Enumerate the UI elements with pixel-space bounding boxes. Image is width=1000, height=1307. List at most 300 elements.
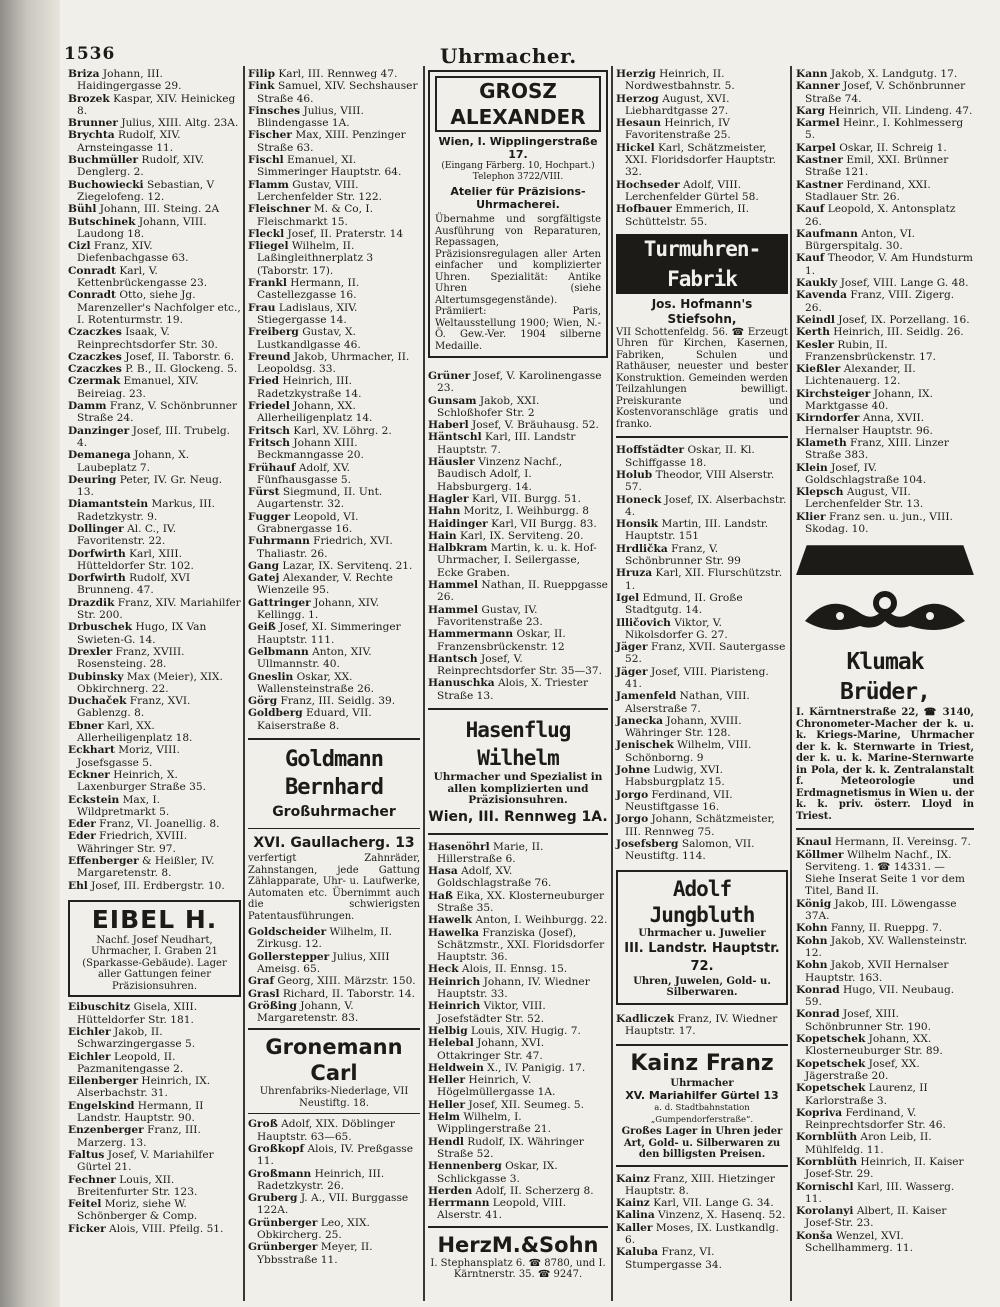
directory-entry [248,1217,420,1242]
entry-name: Klepsch [796,486,844,499]
entry-list [248,68,420,732]
entry-details: Salomon, VII. Neustiftg. 114. [625,837,755,863]
directory-entry [68,744,241,769]
entry-details: Anton, I. Weihburgg. 22. [472,914,608,927]
directory-entry [248,68,420,80]
column-rule [611,66,613,1301]
entry-name: Cizl [68,240,91,253]
directory-entry [796,326,974,338]
entry-name: Freund [248,350,291,363]
directory-entry [796,935,974,960]
entry-details: Alexander, V. Rechte Wienzeile 95. [257,572,393,597]
directory-entry [68,351,241,363]
ad-title: Turmuhren-Fabrik [616,234,788,294]
entry-details: Alois, X. Triester Straße 13. [437,677,589,702]
entry-name: Heldwein [428,1061,484,1074]
entry-details: Anton, XIV. Ullmannstr. 40. [257,645,372,671]
directory-entry [428,1074,608,1099]
entry-name: Kohn [796,922,828,935]
directory-entry [428,677,608,702]
entry-details: Josef, III. Erdbergstr. 10. [87,879,225,892]
entry-name: Kirndorfer [796,412,860,425]
directory-entry [796,142,974,154]
entry-name: Fliegel [248,240,289,253]
directory-entry [248,646,420,671]
entry-name: Keindl [796,313,835,326]
directory-entry [248,988,420,1000]
ad-text: Übernahme und sorgfältigste Ausführung von Reparaturen, Repassagen, Präzisionsregulagen aller Arten einfacher und komplizierter Uhren. Spezialität: Antike Uhren (siehe Altertumsgegenstände). Prämiiert: Paris, Weltausstellung 1900; Wien, N.-Ö. Gew.-Ver. 1904 silberne Medaille. [435,214,601,352]
directory-entry [616,739,788,764]
entry-name: Hoffstädter [616,444,685,457]
directory-entry [616,142,788,179]
directory-entry [616,764,788,789]
entry-details: Rudolf, XIV. Arnsteingasse 11. [77,129,181,154]
entry-name: Hasa [428,865,458,878]
entry-details: Louis, XIV. Hugig. 7. [467,1024,581,1037]
directory-entry [428,493,608,505]
ad-title: Adolf Jungbluth [649,877,755,928]
directory-entry [616,690,788,715]
directory-entry [248,560,420,572]
directory-entry [248,695,420,707]
entry-name: Hawelk [428,914,473,927]
directory-entry [796,68,974,80]
column-2 [248,68,420,1266]
entry-name: Fischer [248,129,292,142]
entry-details: Karl, XII. Flurschützstr. 1. [625,567,783,592]
entry-details: Josef, V. Reinprechtsdorfer Str. 35—37. [437,652,602,678]
entry-name: Kastner [796,178,843,191]
directory-entry [68,880,241,892]
directory-entry [68,572,241,597]
directory-entry [428,1062,608,1074]
entry-details: Rubin, II. Franzensbrückenstr. 17. [805,338,936,363]
entry-details: Louis, XII. Breitenfurter Str. 123. [77,1173,198,1198]
entry-details: Samuel, XIV. Sechshauser Straße 46. [257,80,418,105]
directory-entry [68,498,241,523]
entry-details: Karl, VII. Burgg. 51. [468,492,581,505]
directory-entry [796,339,974,364]
entry-details: Franz, XIV. Mariahilfer Str. 200. [77,596,241,622]
entry-details: M. & Co, I. Fleischmarkt 15. [257,203,373,228]
entry-name: Kainz [616,1197,650,1210]
directory-entry [796,388,974,413]
directory-entry [428,841,608,866]
entry-details: Wilhelm, I. Wipplingerstraße 21. [437,1111,552,1136]
ornament-bar [796,545,974,575]
entry-name: Goldscheider [248,926,327,939]
directory-entry [428,890,608,915]
entry-details: Adolf, VIII. Lerchenfelder Gürtel 58. [625,178,759,203]
entry-name: Bühl [68,203,97,216]
directory-entry [248,1143,420,1168]
entry-details: Adolf, XIX. Döblinger Hauptstr. 63—65. [257,1118,395,1143]
entry-details: August, VII. Lerchenfelder Str. 13. [805,486,924,511]
directory-entry [248,277,420,302]
directory-entry [68,1149,241,1174]
entry-list [616,68,788,228]
entry-name: Görg [248,695,278,708]
ad-text: Uhrenfabriks-Niederlage, VII Neustiftg. 18. [259,1086,409,1109]
entry-name: Hofbauer [616,203,672,216]
directory-entry [68,671,241,696]
entry-details: Leopold, VI. Grabnergasse 16. [257,510,359,535]
entry-details: Heinrich, VII. Lindeng. 47. [825,104,973,117]
directory-entry [616,813,788,838]
entry-name: Flamm [248,178,289,191]
directory-entry [796,277,974,289]
directory-entry [796,412,974,437]
entry-name: Kann [796,68,828,80]
entry-details: Josef, VIII. Lange G. 48. [837,277,969,290]
entry-details: Heinrich, V. Högelmüllergasse 1A. [437,1074,556,1099]
directory-entry [248,400,420,425]
directory-entry [616,617,788,642]
entry-details: Heinrich, X. Laxenburger Straße 35. [77,768,207,794]
entry-name: Eder [68,818,96,831]
entry-details: Ludwig, XVI. Habsburgplatz 15. [625,764,725,789]
entry-details: Anton, VI. Bürgerspitalg. 30. [805,227,916,253]
entry-name: Kaukly [796,277,838,290]
entry-name: Gatej [248,572,280,585]
ad-title: Kainz Franz [630,1050,774,1076]
entry-details: Jakob, Uhrmacher, II. Leopoldsg. 33. [257,350,410,376]
entry-details: Gustav, IV. Favoritenstraße 23. [437,603,543,628]
directory-entry [248,425,420,437]
entry-name: Ebner [68,719,104,732]
directory-entry [616,715,788,740]
entry-name: Haberl [428,419,469,432]
entry-details: Franz, IV. Wiedner Hauptstr. 17. [625,1012,778,1038]
column-1 [68,68,241,1235]
entry-details: Franz sen. u. jun., VIII. Skodag. 10. [805,510,953,535]
directory-entry [68,830,241,855]
entry-name: Fugger [248,510,291,523]
ad-text: Uhrmacher und Spezialist in allen komplizierten und Präzisionsuhren. [433,771,603,807]
entry-details: Alois, VIII. Pfeilg. 51. [105,1222,224,1235]
entry-name: Karmel [796,117,840,130]
directory-entry [248,462,420,487]
entry-details: Johann, VIII. Laudong 18. [77,215,207,240]
entry-name: Jenischek [616,739,674,752]
entry-details: Oskar, XX. Wallensteinstraße 26. [257,670,374,695]
entry-name: Effenberger [68,855,139,867]
directory-entry [616,838,788,863]
entry-details: Johann XIII. Beckmanngasse 20. [257,436,364,462]
entry-details: Otto, siehe Jg. Marenzeller's Nachfolger etc., I. Rotenturmstr. 19. [77,289,241,326]
ad-address: III. Landstr. Hauptstr. 72. [624,940,780,974]
entry-details: Johann, XIV. Kellingg. 1. [257,596,380,622]
entry-details: Karl, XIII. Hütteldorfer Str. 102. [77,547,194,572]
entry-details: Karl, VII. Lange G. 34. [649,1197,774,1210]
entry-details: Rudolf, XIV. Denglerg. 2. [77,154,204,179]
entry-name: Kauf [796,203,825,216]
directory-entry [68,1223,241,1235]
directory-entry [248,511,420,536]
entry-details: Heinrich, III. Radetzkystraße 14. [257,375,362,400]
entry-details: Eika, XX. Klosterneuburger Straße 35. [437,889,605,914]
ad-hasenflug [428,708,608,835]
entry-name: Fried [248,375,280,388]
entry-name: Halbkram [428,542,488,555]
crest-ornament [800,581,970,641]
entry-name: Haidinger [428,517,488,530]
entry-details: Wilhelm, II. Laßingleithnerplatz 3 (Taborstr. 17). [257,240,374,277]
entry-name: Illičovich [616,616,671,629]
entry-name: Goldberg [248,707,303,720]
entry-name: Kalina [616,1209,655,1222]
entry-name: Hendl [428,1135,464,1148]
entry-name: Dorfwirth [68,547,126,560]
entry-details: Josef, XI. Simmeringer Hauptstr. 111. [257,621,401,646]
directory-entry [248,1000,420,1025]
directory-entry [796,511,974,536]
entry-name: Buchmüller [68,154,139,167]
entry-name: Fischl [248,154,284,167]
entry-details: Emil, XXI. Brünner Straße 121. [805,154,949,179]
entry-name: Drbuschek [68,621,133,634]
directory-entry [248,486,420,511]
entry-details: Josef, IX. Alserbachstr. 4. [625,493,787,518]
entry-details: Heinrich, III. Radetzkystr. 26. [257,1167,385,1192]
directory-entry [796,1230,974,1255]
directory-entry [248,572,420,597]
directory-entry [248,203,420,228]
column-3 [428,68,608,1285]
entry-details: Aron Leib, II. Mühlfeldg. 11. [805,1131,932,1156]
directory-entry [616,494,788,519]
directory-entry [428,976,608,1001]
entry-details: Max, XIII. Penzinger Straße 63. [257,129,406,154]
directory-entry [248,1192,420,1217]
directory-entry [616,789,788,814]
directory-entry [796,462,974,487]
directory-entry [616,1013,788,1038]
entry-details: Karl, V. Kettenbrückengasse 23. [77,264,208,290]
directory-entry [248,1241,420,1266]
ad-text: Nachf. Josef Neudhart, Uhrmacher, I. Graben 21 (Sparkasse-Gebäude). Lager aller Gattungen feiner Präzisionsuhren. [82,934,227,992]
entry-details: Theodor, VIII Alserstr. 57. [625,468,775,494]
entry-details: Leopold, II. Pazmanitengasse 2. [77,1050,184,1075]
entry-name: Klein [796,461,828,474]
entry-details: Josef, XX. Jägerstraße 20. [805,1057,920,1082]
directory-entry [796,314,974,326]
entry-details: Franz, XIII. Linzer Straße 383. [805,436,949,462]
entry-details: Adolf, XV. Fünfhausgasse 5. [257,461,352,486]
entry-name: Jorgo [616,813,649,826]
entry-details: Franz, VIII. Zigerg. 26. [805,289,955,314]
directory-entry [428,1099,608,1111]
entry-details: Wenzel, XVI. Schellhammerg. 11. [805,1229,913,1255]
entry-name: Janecka [616,714,663,727]
directory-entry [796,922,974,934]
entry-name: Fink [248,80,275,93]
directory-entry [796,80,974,105]
entry-details: Max (Meier), XIX. Obkirchnerg. 22. [77,670,223,695]
entry-list [68,68,241,892]
entry-list [796,836,974,1254]
directory-entry [796,898,974,923]
entry-name: Klameth [796,436,847,449]
entry-name: Hahn [428,505,461,518]
entry-details: Johann, XVI. Ottakringer Str. 47. [437,1037,545,1062]
entry-name: Gruberg [248,1192,298,1205]
directory-entry [68,695,241,720]
entry-name: Kerth [796,326,830,339]
directory-entry [616,1197,788,1209]
directory-entry [616,117,788,142]
entry-details: Hermann, II. Castellezgasse 16. [257,277,360,302]
entry-name: Groß [248,1118,278,1131]
entry-name: Freiberg [248,326,299,339]
entry-name: Fleischner [248,203,311,216]
entry-details: Julius, XIII. Altg. 23A. [117,117,239,130]
entry-name: Engelskind [68,1099,135,1112]
ad-title: Klumak Brüder, [840,649,930,706]
directory-entry [796,437,974,462]
entry-details: Nathan, II. Rueppgasse 26. [437,579,608,604]
entry-details: Franz, V. Schönbrunner Straße 24. [77,400,238,425]
entry-details: Fanny, II. Rueppg. 7. [827,922,943,935]
entry-name: Hammel [428,603,479,616]
ad-address: XV. Mariahilfer Gürtel 13 [625,1089,779,1103]
entry-details: Theodor, V. Am Hundsturm 1. [805,252,973,277]
directory-entry [68,1100,241,1125]
directory-entry [796,1131,974,1156]
entry-details: Isaak, V. Reinprechtsdorfer Str. 30. [77,326,218,351]
ad-alexander [428,70,608,358]
entry-name: Honeck [616,493,662,506]
entry-name: Dorfwirth [68,572,126,585]
entry-details: P. B., II. Glockeng. 5. [121,363,238,376]
entry-name: Hammermann [428,628,514,641]
entry-name: Jäger [616,665,648,678]
directory-entry [68,646,241,671]
directory-entry [248,154,420,179]
entry-details: Nathan, VIII. Alserstraße 7. [625,690,750,715]
directory-entry [68,720,241,745]
entry-details: Franziska (Josef), Schätzmstr., XXI. Floridsdorfer Hauptstr. 36. [437,926,605,964]
entry-details: Franz, III. Marzerg. 13. [77,1124,201,1149]
entry-name: Kornischl [796,1180,854,1193]
entry-name: Kainz [616,1172,650,1185]
entry-details: Edmund, II. Große Stadtgutg. 14. [625,591,743,617]
directory-entry [248,926,420,951]
entry-details: Johann, IX. Marktgasse 40. [805,387,933,413]
entry-name: Helebal [428,1037,474,1050]
directory-entry [616,641,788,666]
directory-entry [428,653,608,678]
entry-details: Josef, V. Mariahilfer Gürtel 21. [77,1148,214,1174]
entry-name: Kaluba [616,1246,659,1259]
directory-entry [616,68,788,93]
directory-entry [428,395,608,420]
entry-list [68,1001,241,1235]
entry-details: Marie, II. Hillerstraße 6. [437,840,544,865]
ad-subtitle: Uhrmacher u. Juwelier [638,928,766,940]
entry-name: Konrad [796,1008,840,1021]
directory-entry [68,400,241,425]
entry-list [428,841,608,1222]
entry-name: Demanega [68,449,131,462]
directory-entry [428,914,608,926]
entry-name: Conradt [68,264,116,277]
entry-details: Heinrich, II. Kaiser Josef-Str. 29. [805,1156,964,1181]
entry-name: Konša [796,1229,833,1242]
entry-name: Gneslin [248,670,294,683]
ad-heading: Atelier für Präzisions-Uhrmacherei. [450,185,586,211]
entry-list [616,444,788,862]
entry-name: Helm [428,1111,460,1124]
entry-name: Jäger [616,641,648,654]
directory-entry [248,302,420,327]
entry-name: Hennenberg [428,1160,502,1173]
entry-name: Heinrich [428,975,481,988]
ad-subline: (Eingang Färberg. 10, Hochpart.) Telephon 3722/VIII. [441,161,595,182]
directory-entry [428,963,608,975]
entry-name: Hochseder [616,178,680,191]
entry-details: Gustav, X. Lustkandlgasse 46. [257,326,361,351]
ad-goldmann [248,738,420,926]
entry-details: Jakob, XXI. Schloßhofer Str. 2 [437,394,540,419]
ad-address: XVI. Gaullacherg. 13 [248,828,420,853]
entry-details: Oskar, IX. Schlickgasse 3. [437,1160,558,1185]
entry-details: Martin, k. u. k. Hof-Uhrmacher, I. Seilergasse, Ecke Graben. [437,542,597,579]
entry-details: Josef, V. Bräuhausg. 52. [468,419,599,432]
entry-name: Brozek [68,92,110,105]
entry-name: Kadliczek [616,1012,675,1025]
entry-list [796,68,974,535]
directory-entry [616,1222,788,1247]
entry-name: Großkopf [248,1143,305,1155]
entry-name: Gelbmann [248,645,309,658]
directory-entry [68,68,241,93]
entry-name: Jamenfeld [616,690,677,703]
entry-details: Johann, XX. Allerheiligenplatz 14. [257,400,373,425]
entry-details: Jakob, X. Landgutg. 17. [827,68,958,80]
directory-entry [248,228,420,240]
directory-entry [248,621,420,646]
directory-entry [796,1033,974,1058]
entry-details: Oskar, II. Kl. Schiffgasse 18. [625,444,755,469]
entry-details: Moses, IX. Lustkandlg. 6. [625,1221,779,1247]
entry-name: Hammel [428,579,479,592]
entry-name: Kohn [796,959,828,972]
ad-title: Hasenflug Wilhelm [465,718,571,771]
entry-name: Hagler [428,492,469,505]
directory-entry [616,1209,788,1221]
entry-name: Holub [616,468,653,481]
directory-entry [796,203,974,228]
directory-entry [68,1051,241,1076]
directory-entry [68,326,241,351]
entry-details: Franz, XVI. Gablenzg. 8. [77,695,191,720]
entry-details: Josef, VIII. Piaristeng. 41. [625,665,769,690]
directory-entry [796,1107,974,1132]
entry-name: Eichler [68,1025,111,1038]
entry-details: Hermann, II. Vereinsg. 7. [831,836,971,849]
entry-details: Johann, III. Steing. 2A [96,203,220,216]
directory-entry [616,666,788,691]
directory-entry [796,1058,974,1083]
entry-details: Gustav, VIII. Lerchenfelder Str. 122. [257,178,383,203]
entry-details: Laurenz, II Karlorstraße 3. [805,1082,928,1107]
directory-entry [248,1168,420,1193]
entry-name: Kanner [796,80,840,93]
entry-name: König [796,897,832,910]
entry-details: Josef, IX. Porzellang. 16. [834,313,970,326]
directory-entry [796,289,974,314]
